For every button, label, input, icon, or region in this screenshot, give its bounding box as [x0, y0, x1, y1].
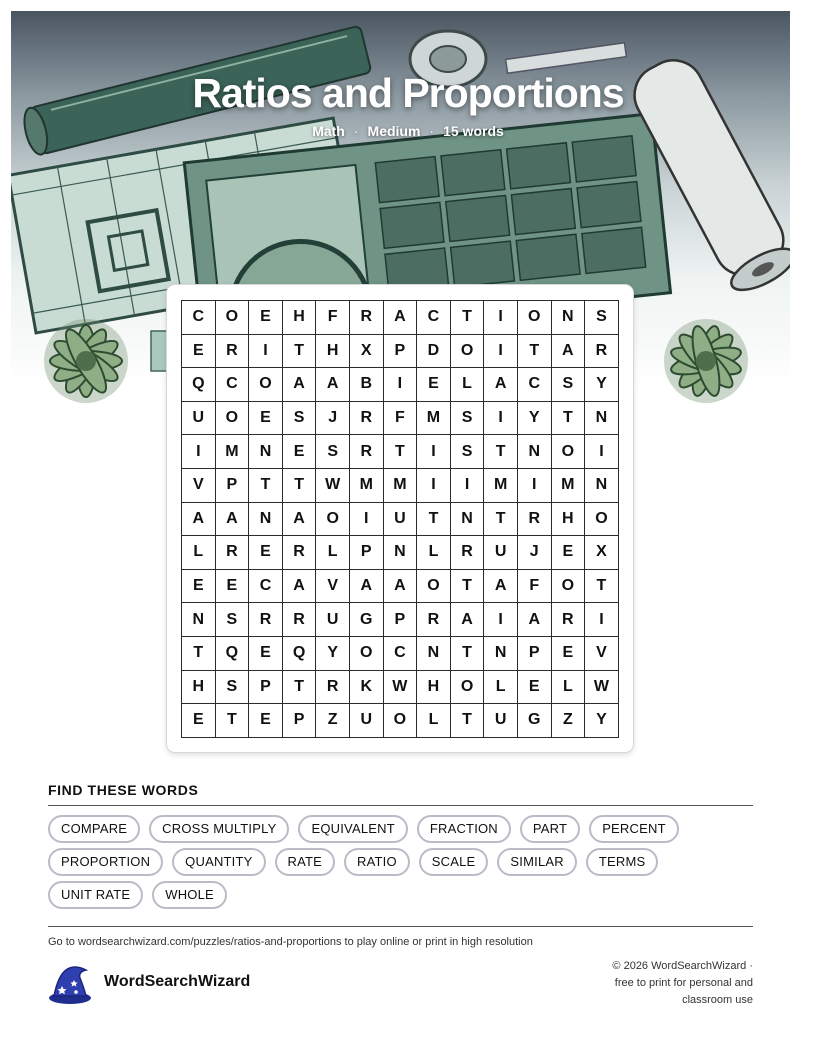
grid-cell[interactable]: R — [517, 502, 551, 536]
grid-cell[interactable]: Y — [585, 368, 619, 402]
grid-cell[interactable]: S — [282, 401, 316, 435]
grid-cell[interactable]: S — [551, 368, 585, 402]
grid-cell[interactable]: R — [349, 301, 383, 335]
grid-cell[interactable]: A — [282, 502, 316, 536]
grid-cell[interactable]: A — [282, 569, 316, 603]
grid-cell[interactable]: N — [585, 468, 619, 502]
grid-cell[interactable]: I — [585, 603, 619, 637]
grid-cell[interactable]: Z — [551, 704, 585, 738]
grid-cell[interactable]: O — [215, 401, 249, 435]
word-chip: PART — [520, 815, 580, 843]
grid-cell[interactable]: R — [249, 603, 283, 637]
grid-cell[interactable]: V — [182, 468, 216, 502]
grid-cell[interactable]: R — [349, 435, 383, 469]
grid-cell[interactable]: R — [316, 670, 350, 704]
grid-cell[interactable]: O — [517, 301, 551, 335]
grid-cell[interactable]: T — [450, 636, 484, 670]
grid-cell[interactable]: H — [417, 670, 451, 704]
grid-cell[interactable]: M — [484, 468, 518, 502]
grid-cell[interactable]: I — [249, 334, 283, 368]
grid-cell[interactable]: E — [282, 435, 316, 469]
copyright-line: © 2026 WordSearchWizard · — [612, 960, 753, 972]
grid-cell[interactable]: E — [182, 334, 216, 368]
grid-cell[interactable]: W — [585, 670, 619, 704]
grid-cell[interactable]: A — [215, 502, 249, 536]
word-chip: RATE — [275, 848, 336, 876]
word-chip: WHOLE — [152, 881, 227, 909]
grid-cell[interactable]: C — [182, 301, 216, 335]
grid-row — [182, 301, 619, 335]
grid-cell[interactable]: W — [383, 670, 417, 704]
grid-cell[interactable]: T — [450, 569, 484, 603]
grid-cell[interactable]: A — [517, 603, 551, 637]
grid-cell[interactable]: P — [282, 704, 316, 738]
brand-name: WordSearchWizard — [104, 973, 251, 990]
grid-cell[interactable]: W — [316, 468, 350, 502]
grid-cell[interactable]: S — [450, 401, 484, 435]
grid-cell[interactable]: R — [215, 536, 249, 570]
grid-cell[interactable]: R — [282, 603, 316, 637]
grid-cell[interactable]: T — [249, 468, 283, 502]
grid-cell[interactable]: X — [585, 536, 619, 570]
grid-cell[interactable]: S — [450, 435, 484, 469]
grid-cell[interactable]: C — [215, 368, 249, 402]
grid-cell[interactable]: V — [316, 569, 350, 603]
grid-cell[interactable]: T — [517, 334, 551, 368]
grid-cell[interactable]: T — [450, 301, 484, 335]
grid-cell[interactable]: A — [282, 368, 316, 402]
grid-cell[interactable]: A — [383, 301, 417, 335]
grid-cell[interactable]: K — [349, 670, 383, 704]
copyright-line: classroom use — [682, 994, 753, 1006]
grid-cell[interactable]: I — [585, 435, 619, 469]
grid-cell[interactable]: O — [551, 569, 585, 603]
grid-cell[interactable]: A — [383, 569, 417, 603]
grid-cell[interactable]: R — [417, 603, 451, 637]
puzzle-title: Ratios and Proportions — [192, 70, 624, 116]
puzzle-grid-card — [166, 284, 634, 753]
grid-cell[interactable]: Q — [282, 636, 316, 670]
word-list — [48, 815, 758, 914]
grid-cell[interactable]: N — [383, 536, 417, 570]
grid-cell[interactable]: O — [349, 636, 383, 670]
grid-cell[interactable]: U — [484, 704, 518, 738]
grid-cell[interactable]: E — [517, 670, 551, 704]
grid-cell[interactable]: T — [182, 636, 216, 670]
grid-cell[interactable]: O — [249, 368, 283, 402]
grid-cell[interactable]: T — [585, 569, 619, 603]
grid-cell[interactable]: L — [484, 670, 518, 704]
puzzle-meta: Math · Medium · 15 words — [312, 123, 504, 139]
grid-cell[interactable]: Q — [182, 368, 216, 402]
grid-cell[interactable]: E — [249, 401, 283, 435]
grid-cell[interactable]: O — [450, 670, 484, 704]
grid-cell[interactable]: C — [417, 301, 451, 335]
word-chip: FRACTION — [417, 815, 511, 843]
grid-cell[interactable]: N — [484, 636, 518, 670]
grid-cell[interactable]: E — [249, 536, 283, 570]
grid-cell[interactable]: M — [417, 401, 451, 435]
grid-cell[interactable]: I — [349, 502, 383, 536]
grid-cell[interactable]: E — [249, 301, 283, 335]
grid-cell[interactable]: L — [551, 670, 585, 704]
word-chip: RATIO — [344, 848, 410, 876]
grid-cell[interactable]: I — [417, 468, 451, 502]
grid-cell[interactable]: M — [215, 435, 249, 469]
word-chip: QUANTITY — [172, 848, 265, 876]
grid-cell[interactable]: A — [349, 569, 383, 603]
grid-cell[interactable]: P — [215, 468, 249, 502]
grid-cell[interactable]: C — [249, 569, 283, 603]
grid-cell[interactable]: R — [551, 603, 585, 637]
grid-cell[interactable]: H — [182, 670, 216, 704]
grid-cell[interactable]: S — [585, 301, 619, 335]
grid-cell[interactable]: L — [417, 536, 451, 570]
grid-cell[interactable]: L — [316, 536, 350, 570]
grid-cell[interactable]: E — [182, 569, 216, 603]
grid-cell[interactable]: C — [517, 368, 551, 402]
grid-cell[interactable]: I — [484, 603, 518, 637]
word-chip: COMPARE — [48, 815, 140, 843]
copyright-line: free to print for personal and — [614, 977, 753, 989]
word-chip: SIMILAR — [497, 848, 576, 876]
letter-grid[interactable] — [181, 300, 619, 738]
grid-cell[interactable]: C — [383, 636, 417, 670]
grid-row — [182, 670, 619, 704]
grid-cell[interactable]: O — [215, 301, 249, 335]
grid-cell[interactable]: T — [551, 401, 585, 435]
meta-word-count: 15 words — [443, 123, 504, 139]
grid-cell[interactable]: O — [450, 334, 484, 368]
word-chip: TERMS — [586, 848, 659, 876]
grid-cell[interactable]: O — [585, 502, 619, 536]
grid-cell[interactable]: Y — [517, 401, 551, 435]
word-chip: CROSS MULTIPLY — [149, 815, 289, 843]
grid-cell[interactable]: A — [450, 603, 484, 637]
grid-cell[interactable]: J — [517, 536, 551, 570]
grid-cell[interactable]: A — [484, 569, 518, 603]
grid-cell[interactable]: F — [316, 301, 350, 335]
grid-row — [182, 502, 619, 536]
grid-cell[interactable]: Y — [585, 704, 619, 738]
grid-cell[interactable]: T — [383, 435, 417, 469]
grid-cell[interactable]: N — [249, 435, 283, 469]
grid-row — [182, 401, 619, 435]
grid-cell[interactable]: E — [215, 569, 249, 603]
grid-row — [182, 468, 619, 502]
grid-cell[interactable]: T — [282, 334, 316, 368]
word-chip: EQUIVALENT — [298, 815, 407, 843]
grid-cell[interactable]: U — [484, 536, 518, 570]
grid-cell[interactable]: R — [585, 334, 619, 368]
grid-cell[interactable]: V — [585, 636, 619, 670]
meta-category: Math — [312, 123, 345, 139]
copyright-notice — [553, 958, 753, 1009]
grid-cell[interactable]: E — [249, 636, 283, 670]
grid-cell[interactable]: R — [349, 401, 383, 435]
grid-cell[interactable]: E — [551, 636, 585, 670]
grid-cell[interactable]: M — [551, 468, 585, 502]
grid-cell[interactable]: I — [417, 435, 451, 469]
grid-cell[interactable]: I — [383, 368, 417, 402]
grid-cell[interactable]: N — [551, 301, 585, 335]
grid-row — [182, 334, 619, 368]
grid-cell[interactable]: Q — [215, 636, 249, 670]
grid-cell[interactable]: P — [383, 334, 417, 368]
grid-cell[interactable]: N — [450, 502, 484, 536]
grid-cell[interactable]: D — [417, 334, 451, 368]
grid-cell[interactable]: A — [316, 368, 350, 402]
grid-cell[interactable]: O — [417, 569, 451, 603]
grid-cell[interactable]: E — [417, 368, 451, 402]
grid-cell[interactable]: P — [249, 670, 283, 704]
grid-cell[interactable]: P — [383, 603, 417, 637]
grid-cell[interactable]: U — [349, 704, 383, 738]
grid-cell[interactable]: S — [215, 670, 249, 704]
grid-cell[interactable]: G — [517, 704, 551, 738]
grid-cell[interactable]: N — [585, 401, 619, 435]
grid-row — [182, 536, 619, 570]
grid-cell[interactable]: U — [316, 603, 350, 637]
word-list-heading: FIND THESE WORDS — [48, 782, 199, 798]
grid-cell[interactable]: H — [316, 334, 350, 368]
grid-cell[interactable]: A — [182, 502, 216, 536]
grid-row — [182, 603, 619, 637]
grid-cell[interactable]: T — [484, 502, 518, 536]
grid-cell[interactable]: R — [450, 536, 484, 570]
grid-row — [182, 569, 619, 603]
grid-cell[interactable]: M — [383, 468, 417, 502]
grid-cell[interactable]: P — [349, 536, 383, 570]
grid-cell[interactable]: F — [383, 401, 417, 435]
grid-cell[interactable]: I — [484, 301, 518, 335]
grid-cell[interactable]: E — [551, 536, 585, 570]
grid-cell[interactable]: N — [517, 435, 551, 469]
grid-cell[interactable]: N — [417, 636, 451, 670]
grid-cell[interactable]: B — [349, 368, 383, 402]
grid-cell[interactable]: L — [417, 704, 451, 738]
grid-row — [182, 636, 619, 670]
grid-cell[interactable]: T — [282, 468, 316, 502]
grid-row — [182, 704, 619, 738]
grid-cell[interactable]: H — [282, 301, 316, 335]
grid-cell[interactable]: M — [349, 468, 383, 502]
grid-cell[interactable]: S — [215, 603, 249, 637]
grid-cell[interactable]: U — [383, 502, 417, 536]
grid-cell[interactable]: T — [450, 704, 484, 738]
brand-logo[interactable] — [48, 964, 94, 1004]
grid-cell[interactable]: O — [551, 435, 585, 469]
grid-cell[interactable]: O — [383, 704, 417, 738]
grid-cell[interactable]: P — [517, 636, 551, 670]
grid-cell[interactable]: I — [484, 334, 518, 368]
grid-cell[interactable]: X — [349, 334, 383, 368]
grid-cell[interactable]: R — [282, 536, 316, 570]
grid-cell[interactable]: N — [182, 603, 216, 637]
grid-cell[interactable]: A — [484, 368, 518, 402]
grid-cell[interactable]: E — [249, 704, 283, 738]
grid-cell[interactable]: T — [484, 435, 518, 469]
grid-cell[interactable]: O — [316, 502, 350, 536]
grid-cell[interactable]: E — [182, 704, 216, 738]
grid-cell[interactable]: U — [182, 401, 216, 435]
succulent-right — [664, 319, 748, 403]
word-chip: UNIT RATE — [48, 881, 143, 909]
wizard-hat-icon — [48, 964, 94, 1006]
grid-cell[interactable]: L — [450, 368, 484, 402]
meta-difficulty: Medium — [367, 123, 421, 139]
grid-cell[interactable]: F — [517, 569, 551, 603]
grid-row — [182, 368, 619, 402]
grid-cell[interactable]: Z — [316, 704, 350, 738]
footer-link-text[interactable]: Go to wordsearchwizard.com/puzzles/ratios-and-proportions to play online or print in high resolution — [48, 936, 533, 948]
grid-cell[interactable]: G — [349, 603, 383, 637]
succulent-left — [44, 319, 128, 403]
divider — [48, 926, 753, 927]
grid-cell[interactable]: T — [282, 670, 316, 704]
grid-cell[interactable]: H — [551, 502, 585, 536]
grid-cell[interactable]: Y — [316, 636, 350, 670]
divider — [48, 805, 753, 806]
word-chip: SCALE — [419, 848, 489, 876]
grid-cell[interactable]: T — [417, 502, 451, 536]
grid-cell[interactable]: R — [215, 334, 249, 368]
grid-cell[interactable]: I — [484, 401, 518, 435]
grid-cell[interactable]: I — [450, 468, 484, 502]
grid-cell[interactable]: A — [551, 334, 585, 368]
word-chip: PERCENT — [589, 815, 679, 843]
grid-cell[interactable]: S — [316, 435, 350, 469]
grid-cell[interactable]: N — [249, 502, 283, 536]
grid-cell[interactable]: L — [182, 536, 216, 570]
grid-cell[interactable]: I — [182, 435, 216, 469]
grid-cell[interactable]: T — [215, 704, 249, 738]
word-chip: PROPORTION — [48, 848, 163, 876]
grid-cell[interactable]: I — [517, 468, 551, 502]
grid-cell[interactable]: J — [316, 401, 350, 435]
grid-row — [182, 435, 619, 469]
